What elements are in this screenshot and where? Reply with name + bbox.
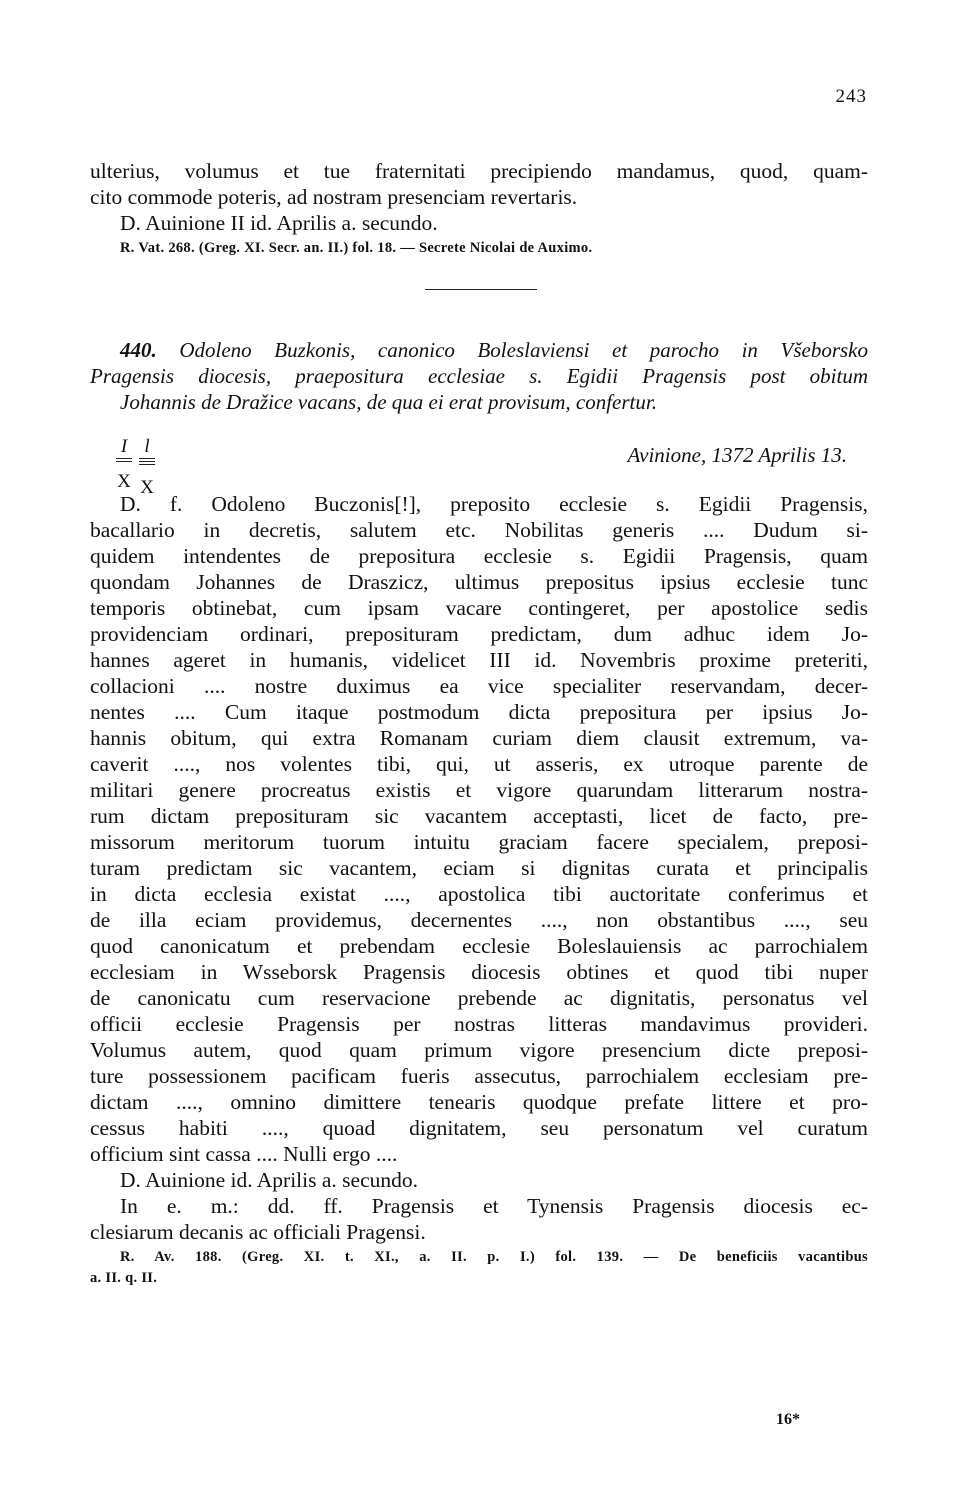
text-line: dictam ...., omnino dimittere tenearis quodque prefate littere et pro-	[90, 1090, 868, 1114]
text-line: de illa eciam providemus, decernentes ...., non obstantibus ...., seu	[90, 908, 868, 932]
date-block	[113, 436, 873, 498]
text-line: cito commode poteris, ad nostram presenciam revertaris.	[90, 185, 578, 209]
text-line: ulterius, volumus et tue fraternitati precipiendo mandamus, quod, quam-	[90, 159, 868, 183]
text-line: militari genere procreatus existis et vigore quarundam litterarum nostra-	[90, 778, 868, 802]
dating-line: D. Auinione II id. Aprilis a. secundo.	[120, 211, 438, 235]
text-line: hannis obitum, qui extra Romanam curiam diem clausit extremum, va-	[90, 726, 868, 750]
text-line: hannes ageret in humanis, videlicet III id. Novembris proxime preteriti,	[90, 648, 868, 672]
mark-top: I	[120, 436, 128, 457]
letter-body	[90, 491, 868, 1289]
eodem-modo-line: clesiarum decanis ac officiali Pragensi.	[90, 1220, 426, 1244]
previous-letter-text	[90, 158, 868, 260]
entry-number: 440.	[120, 338, 157, 362]
text-line: rum dictam preposituram sic vacantem acceptasti, licet de facto, pre-	[90, 804, 868, 828]
text-line: officium sint cassa .... Nulli ergo ....	[90, 1142, 398, 1166]
text-line: quidem intendentes de prepositura ecclesie s. Egidii Pragensis, quam	[90, 544, 868, 568]
text-line: bacallario in decretis, salutem etc. Nobilitas generis .... Dudum si-	[90, 518, 868, 542]
text-line: caverit ...., nos volentes tibi, qui, ut asseris, ex utroque parente de	[90, 752, 868, 776]
entry-heading	[90, 337, 868, 415]
page-number: 243	[835, 86, 867, 107]
source-reference: R. Av. 188. (Greg. XI. t. XI., a. II. p. I.) fol. 139. — De beneficiis vacantibus	[120, 1249, 868, 1265]
text-line: nentes .... Cum itaque postmodum dicta prepositura per ipsius Jo-	[90, 700, 868, 724]
heading-line: Pragensis diocesis, praepositura ecclesiae s. Egidii Pragensis post obitum	[90, 364, 868, 388]
text-line: ecclesiam in Wsseborsk Pragensis diocesis obtines et quod tibi nuper	[90, 960, 868, 984]
heading-line: Johannis de Dražice vacans, de qua ei erat provisum, confertur.	[120, 390, 657, 414]
text-line: in dicta ecclesia existat ...., apostolica tibi auctoritate conferimus et	[90, 882, 868, 906]
text-line: Volumus autem, quod quam primum vigore presencium dicte preposi-	[90, 1038, 868, 1062]
text-line: quondam Johannes de Draszicz, ultimus prepositus ipsius ecclesie tunc	[90, 570, 868, 594]
text-line: D. f. Odoleno Buczonis[!], preposito ecclesie s. Egidii Pragensis,	[120, 492, 868, 516]
mark-top: l	[144, 436, 150, 457]
register-mark-right	[136, 437, 158, 497]
dating-clause: D. Auinione id. Aprilis a. secundo.	[120, 1168, 418, 1192]
place-date: Avinione, 1372 Aprilis 13.	[627, 443, 847, 467]
source-reference: R. Vat. 268. (Greg. XI. Secr. an. II.) fol. 18. — Secrete Nicolai de Auximo.	[120, 240, 593, 256]
eodem-modo-line: In e. m.: dd. ff. Pragensis et Tynensis Pragensis diocesis ec-	[120, 1194, 868, 1218]
text-line: de canonicatu cum reservacione prebende ac dignitatis, personatus vel	[90, 986, 868, 1010]
mark-bars	[136, 458, 158, 472]
heading-text: Odoleno Buzkonis, canonico Boleslaviensi et parocho in Všeborsko	[179, 338, 868, 362]
text-line: collacioni .... nostre duximus ea vice specialiter reservandam, decer-	[90, 674, 868, 698]
sheet-signature: 16*	[776, 1411, 800, 1428]
text-line: ture possessionem pacificam fueris assecutus, parrochialem ecclesiam pre-	[90, 1064, 868, 1088]
text-line: temporis obtinebat, cum ipsam vacare contingeret, per apostolice sedis	[90, 596, 868, 620]
section-divider	[425, 289, 537, 290]
heading-line	[90, 337, 868, 363]
mark-bottom: X	[117, 471, 131, 492]
text-line: quod canonicatum et prebendam ecclesie Boleslauiensis ac parrochialem	[90, 934, 868, 958]
mark-bars	[113, 458, 135, 472]
text-line: missorum meritorum tuorum intuitu graciam facere specialem, preposi-	[90, 830, 868, 854]
text-line: turam predictam sic vacantem, eciam si dignitas curata et principalis	[90, 856, 868, 880]
register-mark-left	[113, 437, 135, 491]
source-reference: a. II. q. II.	[90, 1270, 158, 1286]
text-line: officii ecclesie Pragensis per nostras litteras mandavimus provideri.	[90, 1012, 868, 1036]
text-line: cessus habiti ...., quoad dignitatem, seu personatum vel curatum	[90, 1116, 868, 1140]
text-line: providenciam ordinari, preposituram predictam, dum adhuc idem Jo-	[90, 622, 868, 646]
mark-bottom: X	[140, 477, 154, 498]
